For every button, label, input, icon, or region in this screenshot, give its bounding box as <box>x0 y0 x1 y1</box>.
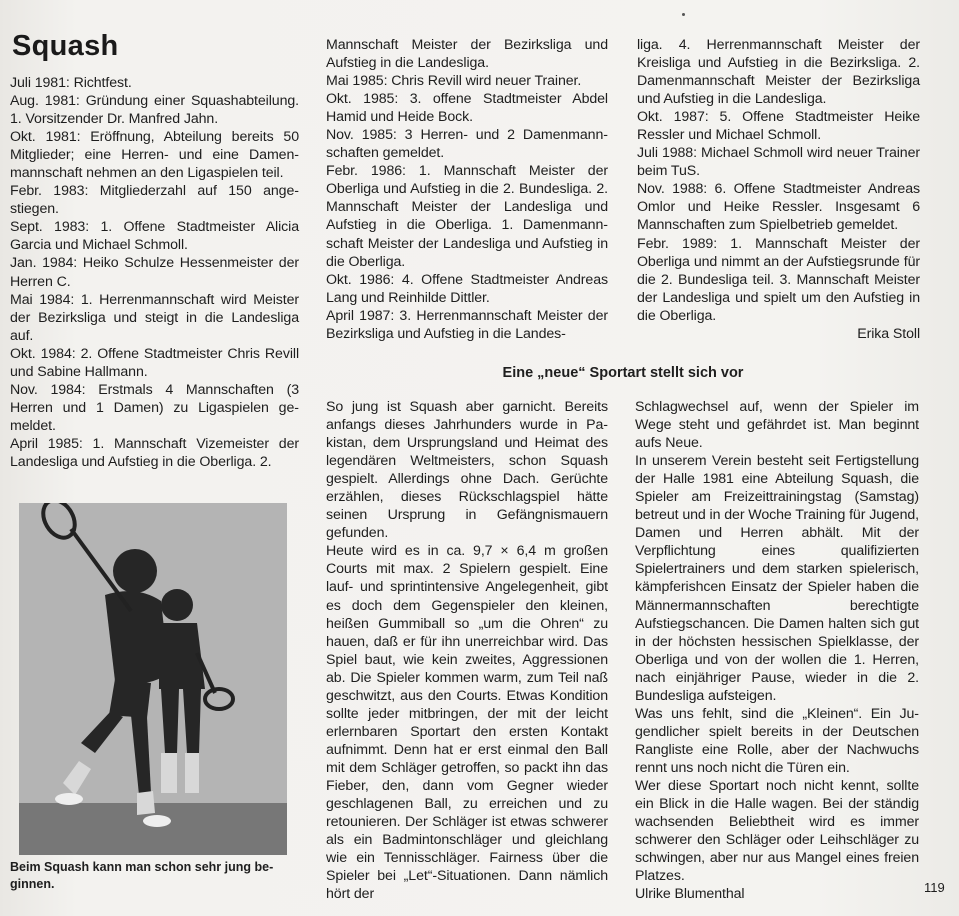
page-number: 119 <box>924 880 945 895</box>
chronicle-column-right <box>637 36 920 343</box>
chronicle-entry: Mai 1985: Chris Revill wird neuer Trainer. <box>326 73 582 90</box>
chronicle-entry: April 1987: 3. Herrenmannschaft Meister der Bezirksliga und Aufstieg in die Landes- <box>326 307 608 342</box>
chronicle-entry: Sept. 1983: 1. Offene Stadtmeister Alicia Garcia und Michael Schmoll. <box>10 219 299 254</box>
chronicle-author: Erika Stoll <box>857 325 920 342</box>
article-author: Ulrike Blumenthal <box>635 886 745 903</box>
page-title: Squash <box>12 30 119 62</box>
chronicle-entry: Okt. 1981: Eröffnung, Abteilung bereits 50 Mitglieder; eine Herren- und eine Damenmannschaft nehmen an den Ligaspielen teil. <box>10 129 299 182</box>
photo-caption: Beim Squash kann man schon sehr jung beginnen. <box>10 860 274 891</box>
chronicle-entry: Mai 1984: 1. Herrenmannschaft wird Meister der Bezirksliga und steigt in die Landesliga auf. <box>10 291 299 344</box>
chronicle-entry: Okt. 1984: 2. Offene Stadtmeister Chris Revill und Sabine Hallmann. <box>10 345 299 380</box>
article-paragraph: Heute wird es in ca. 9,7 × 6,4 m großen Courts mit max. 2 Spielern gespielt. Eine lauf- und sprintintensive Angelegenheit, gibt es doch dem Gegenspieler den kleinen, heißen Gummiball so „um die Ohren“ zu hauen, daß er für ihn unerreichbar wird. Das Spiel baut, wie kein zweites, Aggressionen ab. Die Spieler kommen warm, zum Teil naß geschwitzt, aus den Courts. Etwas Kondition sollte jeder mitbringen, der mit der leicht erlernbaren Sportart den ersten Kontakt aufnimmt. Denn hat er erst einmal den Ball mit dem Schläger getroffen, so packt ihn das Fieber, den, dann vom Gegner wieder geschlagenen Ball, zu erreichen und zu retounieren. Der Schläger ist etwas schwerer als ein Badmintonschläger und gleichlang wie ein Tennisschläger. Fairness über die Spieler bei „Let“-Situationen. Dann nämlich hört der <box>326 543 608 903</box>
chronicle-entry: Febr. 1986: 1. Mannschaft Meister der Oberliga und Aufstieg in die 2. Bundesliga. 2. Mannschaft Meister der Landesliga und Aufstieg in die Oberliga. 1. Damenmannschaft Meister der Landesliga und Aufstieg in die Oberliga. <box>326 163 608 270</box>
chronicle-entry: Febr. 1983: Mitgliederzahl auf 150 angestiegen. <box>10 183 299 218</box>
chronicle-entry: Nov. 1985: 3 Herren- und 2 Damenmannschaften gemeldet. <box>326 127 608 162</box>
article-paragraph: Was uns fehlt, sind die „Kleinen“. Ein Jugendlicher spielt bereits in der Deutschen Rangliste eine Rolle, aber der Nachwuchs rennt uns noch nicht die Türen ein. <box>635 705 919 776</box>
chronicle-entry: Aug. 1981: Gründung einer Squashabteilung. 1. Vorsitzender Dr. Manfred Jahn. <box>10 93 299 128</box>
chronicle-entry: Juli 1981: Richtfest. <box>10 75 132 91</box>
chronicle-column-left <box>10 74 299 471</box>
article-paragraph: Schlagwechsel auf, wenn der Spieler im Wege steht und gefährdet ist. Man beginnt aufs Neue. <box>635 399 919 452</box>
chronicle-entry: liga. 4. Herrenmannschaft Meister der Kreisliga und Aufstieg in die Bezirksliga. 2. Damenmannschaft Meister der Bezirksliga und Aufstieg in die Landesliga. <box>637 37 920 108</box>
chronicle-entry: April 1985: 1. Mannschaft Vizemeister der Landesliga und Aufstieg in die Oberliga. 2. <box>10 435 299 470</box>
chronicle-entry: Okt. 1986: 4. Offene Stadtmeister Andreas Lang und Reinhilde Dittler. <box>326 271 608 306</box>
article-subheading: Eine „neue“ Sportart stellt sich vor <box>502 365 744 381</box>
article-paragraph: Wer diese Sportart noch nicht kennt, sollte ein Blick in die Halle wagen. Bei der ständig wachsenden Beliebtheit wird es immer schwerer den Schläger oder Leihschläger zu schwingen, aber nur aus Mangel eines freien Platzes. <box>635 777 919 885</box>
print-speck <box>682 13 685 16</box>
photo-illustration <box>19 503 287 855</box>
chronicle-entry: Nov. 1988: 6. Offene Stadtmeister Andreas Omlor und Heike Ressler. Insgesamt 6 Mannschaften zum Spielbetrieb gemeldet. <box>637 181 920 234</box>
chronicle-author-line <box>637 325 920 343</box>
chronicle-entry: Jan. 1984: Heiko Schulze Hessenmeister der Herren C. <box>10 255 299 290</box>
article-column-right <box>635 398 919 903</box>
chronicle-entry: Okt. 1985: 3. offene Stadtmeister Abdel Hamid und Heide Bock. <box>326 91 608 126</box>
chronicle-entry: Okt. 1987: 5. Offene Stadtmeister Heike Ressler und Michael Schmoll. <box>637 109 920 144</box>
chronicle-entry: Mannschaft Meister der Bezirksliga und Aufstieg in die Landesliga. <box>326 37 608 72</box>
squash-players-photo <box>19 503 287 855</box>
article-paragraph: In unserem Verein besteht seit Fertigstellung der Halle 1981 eine Abteilung Squash, die Spieler am Freizeittrainingstag (Samstag) betreut und in der Woche Training für Jugend, Damen und Herren abhält. Mit der Verpflichtung eines qualifizierten Spielertrainers und dem starken spielerisch, kämpferishcen Einsatz der Spieler haben die Männermannschaften berechtigte Aufstiegschancen. Die Damen halten sich gut in der höchsten hessischen Spielklasse, der Oberliga und von der wollen die 1. Herren, nach einjähriger Pause, wieder in die 2. Bundesliga aufsteigen. <box>635 453 919 704</box>
article-paragraph: So jung ist Squash aber garnicht. Bereits anfangs dieses Jahrhunders wurde in Pakistan, dem Ursprungsland und Heimat des legendären Weltmeisters, schon Squash gespielt. Allerdings ohne Dach. Gerüchte erzählen, dieses Rückschlagspiel hätte seinen Ursprung in Gefängnismauern gefunden. <box>326 399 608 542</box>
article-column-left <box>326 398 608 903</box>
chronicle-entry: Nov. 1984: Erstmals 4 Mannschaften (3 Herren und 1 Damen) zu Ligaspielen gemeldet. <box>10 381 299 434</box>
chronicle-column-middle <box>326 36 608 343</box>
chronicle-entry: Juli 1988: Michael Schmoll wird neuer Trainer beim TuS. <box>637 145 920 180</box>
chronicle-entry: Febr. 1989: 1. Mannschaft Meister der Oberliga und nimmt an der Aufstiegsrunde für die 2. Bundesliga teil. 3. Mannschaft Meister der Landesliga und spielt um den Aufstieg in die Oberliga. <box>637 235 920 324</box>
